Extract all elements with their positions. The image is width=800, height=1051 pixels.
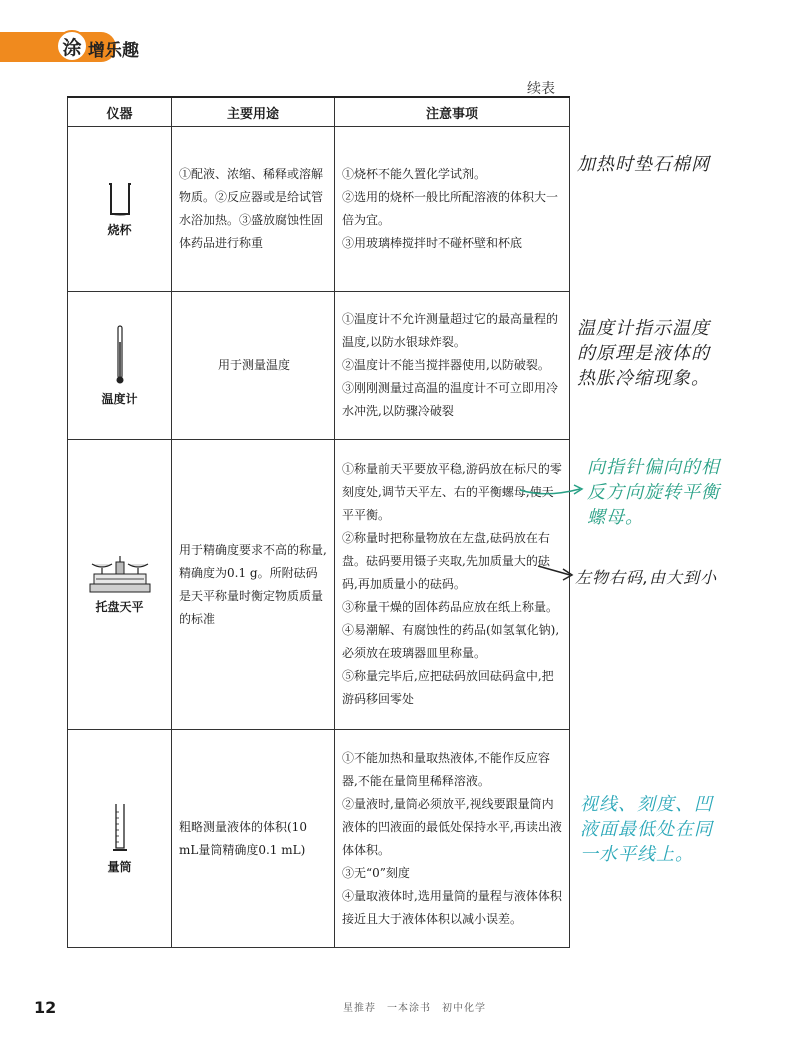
footer-book-text: 星推荐 一本涂书 初中化学 [343,1003,486,1014]
usage-cell: ①配液、浓缩、稀释或溶解物质。②反应器或是给试管水浴加热。③盛放腐蚀性固体药品进行称重 [172,127,335,292]
note-item: ①称量前天平要放平稳,游码放在标尺的零刻度处,调节天平左、右的平衡螺母,使天平平衡。 [342,462,562,522]
brand-text: 增乐趣 [88,41,139,61]
instrument-name: 托盘天平 [95,600,144,614]
note-item: ④易潮解、有腐蚀性的药品(如氢氧化钠),必须放在玻璃器皿里称量。 [342,623,560,660]
continued-label: 续表 [527,81,555,97]
usage-cell: 粗略测量液体的体积(10 mL量筒精确度0.1 mL) [172,730,335,948]
header-instrument: 仪器 [68,97,172,127]
instrument-name: 烧杯 [107,222,132,237]
balance-nut-arrow [520,489,580,494]
note-item: ②称量时把称量物放在左盘,砝码放在右盘。砝码要用镊子夹取,先加质量大的砝码,再加质量小的砝码。 [342,531,550,591]
note-item: ①烧杯不能久置化学试剂。 [342,167,487,181]
brand-logo: 涂 [56,30,88,62]
header-usage: 主要用途 [172,97,335,127]
thermometer-annotation: 温度计指示温度的原理是液体的热胀冷缩现象。 [577,318,710,389]
balance-weight-annotation: 左物右码,由大到小 [575,568,718,587]
note-item: ①温度计不允许测量超过它的最高量程的温度,以防水银球炸裂。 [342,312,559,349]
note-item: ⑤称量完毕后,应把砝码放回砝码盒中,把游码移回零处 [342,669,554,706]
note-item: ②量液时,量筒必须放平,视线要跟量筒内液体的凹液面的最低处保持水平,再读出液体体积。 [342,796,562,857]
instrument-name: 量筒 [107,860,132,874]
instrument-name: 温度计 [101,392,138,406]
note-item: ③用玻璃棒搅拌时不碰杯壁和杯底 [342,236,523,250]
note-item: ②选用的烧杯一般比所配溶液的体积大一倍为宜。 [342,190,559,227]
cylinder-annotation: 视线、刻度、凹液面最低处在同一水平线上。 [580,794,713,865]
note-item: ③刚刚测量过高温的温度计不可立即用冷水冲洗,以防骤冷破裂 [342,381,559,418]
note-item: ①不能加热和量取热液体,不能作反应容器,不能在量筒里稀释溶液。 [342,750,550,788]
usage-cell: 用于精确度要求不高的称量,精确度为0.1 g。所附砝码是天平称量时衡定物质质量的标准 [172,440,335,730]
note-item: ④量取液体时,选用量筒的量程与液体体积接近且大于液体体积以减小误差。 [342,888,562,926]
note-item: ③无“0”刻度 [342,865,410,880]
page-number: 12 [34,998,57,1017]
header-notes: 注意事项 [335,97,570,127]
note-item: ③称量干燥的固体药品应放在纸上称量。 [342,600,559,614]
note-item: ②温度计不能当搅拌器使用,以防破裂。 [342,358,550,372]
balance-nut-annotation: 向指针偏向的相反方向旋转平衡螺母。 [587,457,720,528]
usage-cell: 用于测量温度 [172,292,335,440]
beaker-annotation: 加热时垫石棉网 [577,154,710,175]
